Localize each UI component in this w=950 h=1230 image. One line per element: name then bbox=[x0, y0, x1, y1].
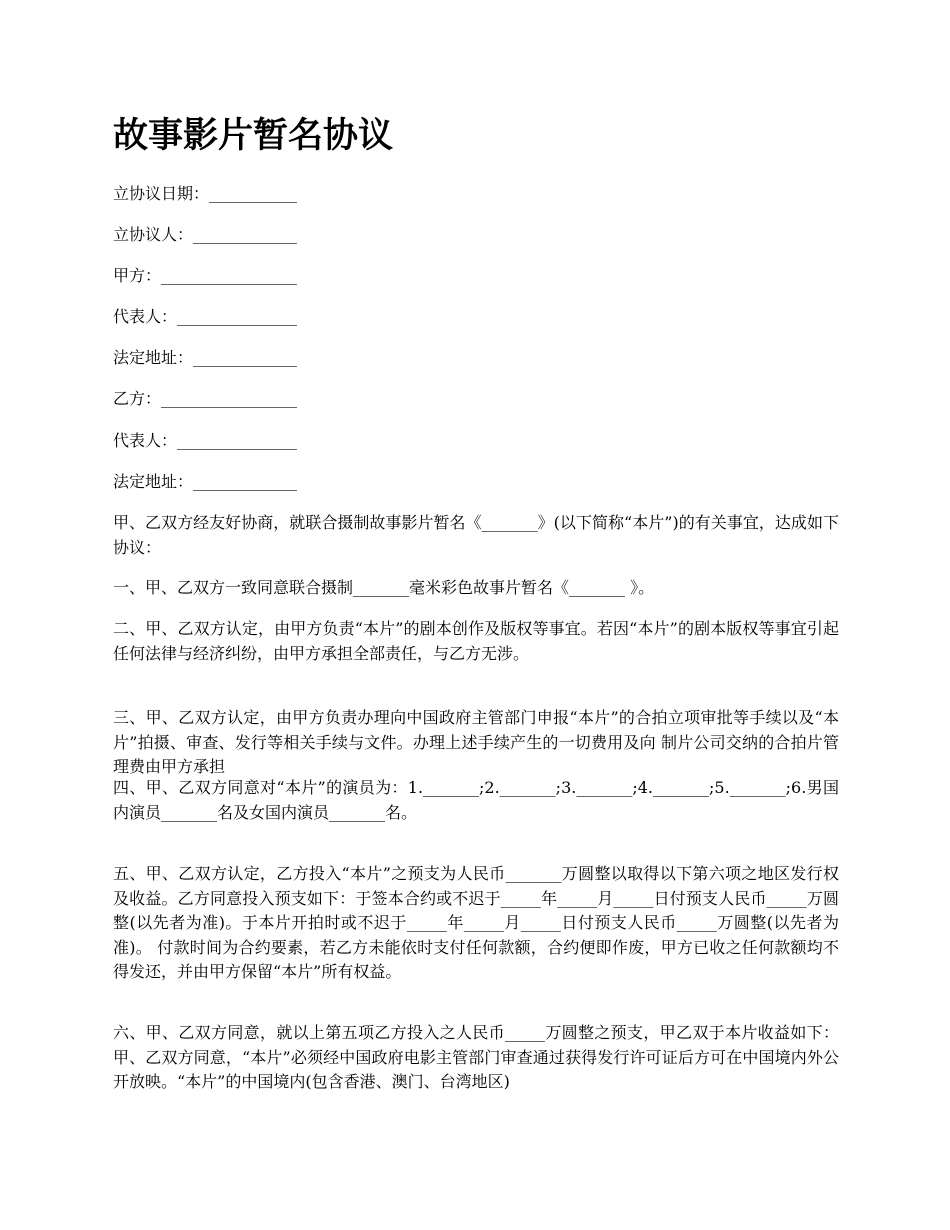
field-agreement-party bbox=[113, 223, 297, 247]
field-blank: _______________ bbox=[177, 431, 298, 450]
field-blank: _________________ bbox=[161, 266, 298, 285]
field-label: 代表人： bbox=[113, 431, 178, 450]
paragraph-intro: 甲、乙双方经友好协商，就联合摄制故事影片暂名《_______》(以下简称“本片”)的有关事宜，达成如下协议： bbox=[113, 513, 839, 557]
field-blank: _____________ bbox=[193, 472, 298, 491]
document-title: 故事影片暂名协议 bbox=[113, 115, 394, 156]
paragraph-clause-5: 五、甲、乙双方认定，乙方投入“本片”之预支为人民币_______万圆整以取得以下第六项之地区发行权及收益。乙方同意投入预支如下：于签本合约或不迟于_____年_____月_____日付预支人民币_____万圆整(以先者为准)。于本片开拍时或不迟于_____年_____月_____日付预支人民币_____万圆整(以先者为准)。 付款时间为合约要素，若乙方未能依时支付任何款额，合约便即作废，甲方已收之任何款额均不得发还，并由甲方保留“本片”所有权益。 bbox=[113, 864, 839, 981]
field-blank: ___________ bbox=[209, 184, 298, 203]
field-party-b-representative bbox=[113, 429, 297, 453]
field-label: 法定地址： bbox=[113, 348, 194, 367]
field-party-b-address bbox=[113, 470, 297, 494]
field-label: 立协议日期： bbox=[113, 184, 210, 203]
field-label: 代表人： bbox=[113, 307, 178, 326]
field-blank: _______________ bbox=[177, 307, 298, 326]
field-blank: _________________ bbox=[161, 389, 298, 408]
field-party-a-representative bbox=[113, 305, 297, 329]
paragraph-clause-2: 二、甲、乙双方认定，由甲方负责“本片”的剧本创作及版权等事宜。若因“本片”的剧本版权等事宜引起任何法律与经济纠纷，由甲方承担全部责任，与乙方无涉。 bbox=[113, 619, 839, 663]
field-party-a bbox=[113, 264, 297, 288]
paragraph-clause-6: 六、甲、乙双方同意，就以上第五项乙方投入之人民币_____万圆整之预支，甲乙双于本片收益如下：甲、乙双方同意，“本片”必须经中国政府电影主管部门审查通过获得发行许可证后方可在中国境内外公开放映。“本片”的中国境内(包含香港、澳门、台湾地区) bbox=[113, 1023, 839, 1091]
paragraph-clause-4: 四、甲、乙双方同意对“本片”的演员为：1._______;2._______;3._______;4._______;5._______;6.男国内演员_______名及女国内演员_______名。 bbox=[113, 778, 839, 822]
field-party-a-address bbox=[113, 346, 297, 370]
field-label: 甲方： bbox=[113, 266, 162, 285]
field-blank: _____________ bbox=[193, 225, 298, 244]
field-label: 乙方： bbox=[113, 389, 162, 408]
field-label: 法定地址： bbox=[113, 472, 194, 491]
field-agreement-date bbox=[113, 182, 297, 206]
field-party-b bbox=[113, 387, 297, 411]
field-label: 立协议人： bbox=[113, 225, 194, 244]
paragraph-clause-1: 一、甲、乙双方一致同意联合摄制_______毫米彩色故事片暂名《_______ 》。 bbox=[113, 578, 655, 597]
paragraph-clause-3: 三、甲、乙双方认定，由甲方负责办理向中国政府主管部门申报“本片”的合拍立项审批等手续以及“本片”拍摄、审查、发行等相关手续与文件。办理上述手续产生的一切费用及向 制片公司交纳的合拍片管理费由甲方承担 bbox=[113, 708, 839, 776]
field-blank: _____________ bbox=[193, 348, 298, 367]
